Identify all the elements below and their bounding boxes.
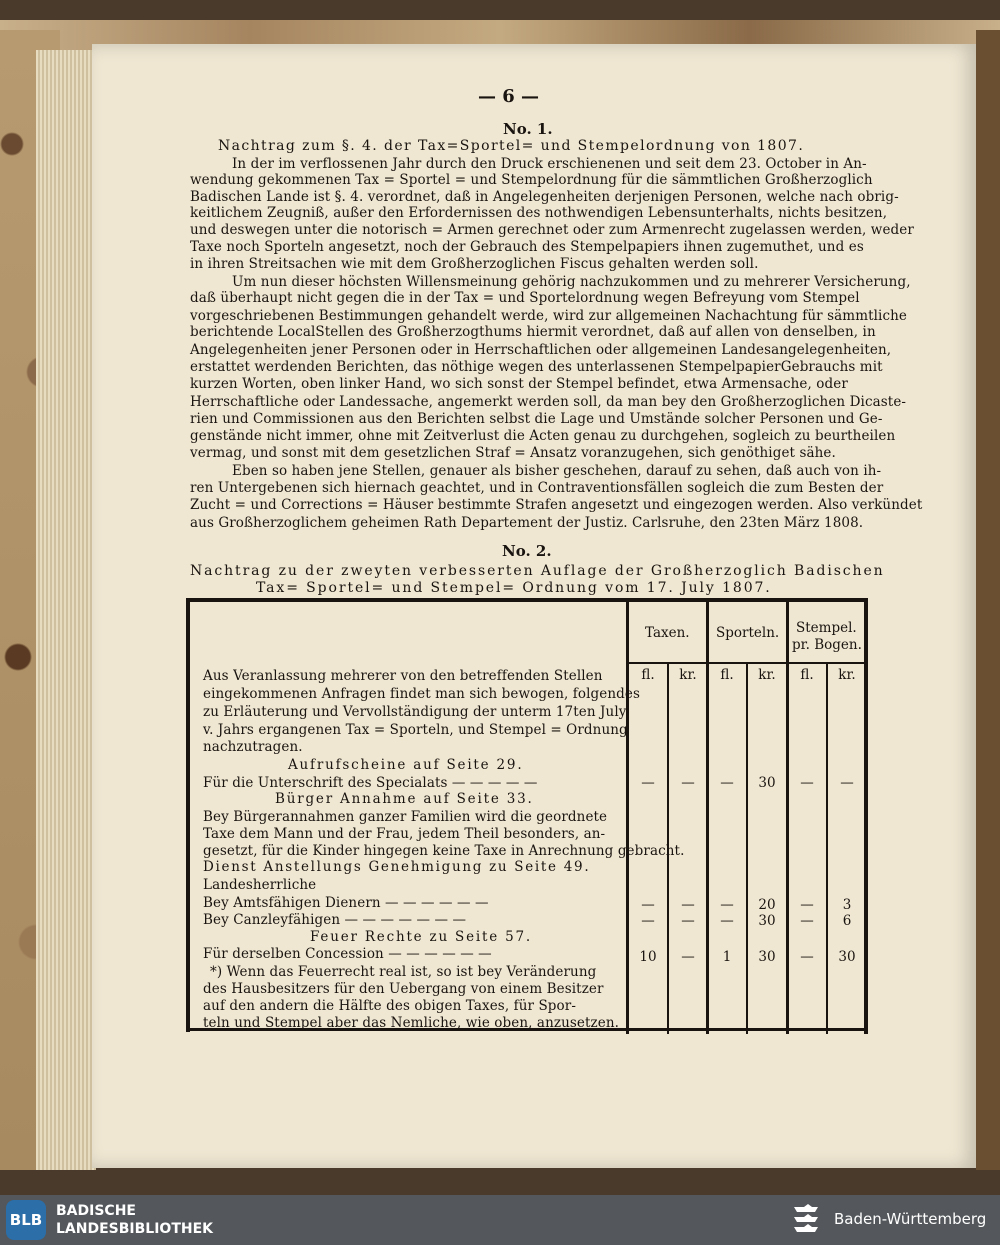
no2-subheading-1: Nachtrag zu der zweyten verbesserten Auflage der Großherzoglich Badischen xyxy=(190,563,885,579)
no1-body-line: aus Großherzoglichem geheimen Rath Departement der Justiz. Carlsruhe, den 23ten März 1808. xyxy=(190,515,864,531)
col-header-stempel: Stempel. xyxy=(796,620,857,636)
table-cell: — xyxy=(720,775,734,791)
table-cell: — xyxy=(800,897,814,913)
table-cell: 3 xyxy=(842,897,852,913)
section-buerger-annahme-heading: Bürger Annahme auf Seite 33. xyxy=(275,791,534,807)
no1-body-line: Badischen Lande ist §. 4. verordnet, daß in Angelegenheiten derjenigen Personen, welche nach obrig- xyxy=(190,189,899,205)
no1-body-line: vermag, und sonst mit dem gesetzlichen Straf = Ansatz voranzugehen, sich genöthiget sähe. xyxy=(190,445,836,461)
no1-body-line: keitlichem Zeugniß, außer den Erfordernissen des nothwendigen Lebensunterhalts, nichts besitzen, xyxy=(190,205,888,221)
no1-body-line: und deswegen unter die notorisch = Armen gerechnet oder zum Armenrecht zugelassen werden, weder xyxy=(190,222,914,238)
page-edges xyxy=(36,50,96,1170)
table-cell: — xyxy=(681,913,695,929)
table-cell: 30 xyxy=(758,913,776,929)
no1-body-line: Eben so haben jene Stellen, genauer als bisher geschehen, darauf zu sehen, daß auch von ih- xyxy=(232,463,882,479)
table-cell: 20 xyxy=(758,897,776,913)
col-header-sporteln: Sporteln. xyxy=(716,625,780,641)
intro-line: zu Erläuterung und Vervollständigung der unterm 17ten July xyxy=(203,704,627,720)
table-top-border xyxy=(186,598,868,602)
no1-body-line: berichtende LocalStellen des Großherzogthums hiermit verordnet, daß auf allen von denselben, in xyxy=(190,324,876,340)
no1-body-line: kurzen Worten, oben linker Hand, wo sich sonst der Stempel befindet, etwa Armensache, oder xyxy=(190,376,848,392)
footnote-line: des Hausbesitzers für den Uebergang von einem Besitzer xyxy=(203,981,604,997)
table-left-border xyxy=(186,598,190,1032)
intro-line: Aus Veranlassung mehrerer von den betreffenden Stellen xyxy=(203,668,603,684)
no1-body-line: wendung gekommenen Tax = Sportel = und Stempelordnung für die sämmtlichen Großherzoglich xyxy=(190,172,873,188)
binding-edge-right xyxy=(976,30,1000,1170)
table-cell: — xyxy=(800,949,814,965)
row-concession-label: Für derselben Concession — — — — — — xyxy=(203,946,492,962)
section-dienst-sub: Landesherrliche xyxy=(203,877,317,893)
footnote-line: *) Wenn das Feuerrecht real ist, so ist bey Veränderung xyxy=(210,964,597,980)
table-unit-divider-2 xyxy=(746,662,748,1034)
footnote-line: auf den andern die Hälfte des obigen Taxes, für Spor- xyxy=(203,998,576,1014)
table-cell: — xyxy=(681,949,695,965)
intro-line: v. Jahrs ergangenen Tax = Sporteln, und Stempel = Ordnung xyxy=(203,722,628,738)
no1-body-line: erstattet werdenden Berichten, das nöthige wegen des unterlassenen StempelpapierGebrauchs mit xyxy=(190,359,883,375)
table-cell: 10 xyxy=(639,949,657,965)
baden-wuerttemberg-lions-icon xyxy=(790,1201,822,1237)
table-cell: 30 xyxy=(758,775,776,791)
no1-body-line: daß überhaupt nicht gegen die in der Tax = und Sportelordnung wegen Befreyung vom Stempel xyxy=(190,290,860,306)
row-specialat-label: Für die Unterschrift des Specialats — — — — — xyxy=(203,775,538,791)
unit-label: fl. xyxy=(800,667,814,683)
table-cell: — xyxy=(641,775,655,791)
footnote-line: teln und Stempel aber das Nemliche, wie oben, anzusetzen. xyxy=(203,1015,620,1031)
table-cell: — xyxy=(681,897,695,913)
no1-body-line: vorgeschriebenen Bestimmungen gehandelt werde, wird zur allgemeinen Nachachtung für sämmtliche xyxy=(190,308,908,324)
row-amtsfaehig-label: Bey Amtsfähigen Dienern — — — — — — xyxy=(203,895,489,911)
unit-label: fl. xyxy=(720,667,734,683)
unit-label: kr. xyxy=(838,667,856,683)
blb-logo[interactable]: BLB xyxy=(6,1200,46,1240)
no2-subheading-2: Tax= Sportel= und Stempel= Ordnung vom 17. July 1807. xyxy=(256,580,772,596)
no1-body-line: Angelegenheiten jener Personen oder in Herrschaftlichen oder allgemeinen Landesangelegenheiten, xyxy=(190,342,892,358)
no1-body-line: in ihren Streitsachen wie mit dem Großherzoglichen Fiscus gehalten werden soll. xyxy=(190,256,759,272)
section-feuerrechte-heading: Feuer Rechte zu Seite 57. xyxy=(310,929,532,945)
unit-label: kr. xyxy=(679,667,697,683)
table-cell: — xyxy=(720,913,734,929)
section-dienst-heading: Dienst Anstellungs Genehmigung zu Seite 49. xyxy=(203,859,591,875)
table-unit-divider-3 xyxy=(826,662,828,1034)
table-cell: 1 xyxy=(722,949,732,965)
table-cell: — xyxy=(641,897,655,913)
buerger-annahme-line: Taxe dem Mann und der Frau, jedem Theil besonders, an- xyxy=(203,826,606,842)
table-cell: 30 xyxy=(838,949,856,965)
no1-body-line: Taxe noch Sporteln angesetzt, noch der Gebrauch des Stempelpapiers ihnen zugemuthet, und es xyxy=(190,239,864,255)
table-cell: 30 xyxy=(758,949,776,965)
intro-line: eingekommenen Anfragen findet man sich bewogen, folgendes xyxy=(203,686,640,702)
table-cell: — xyxy=(720,897,734,913)
col-header-pr-bogen: pr. Bogen. xyxy=(792,637,862,653)
library-name-line1: BADISCHE xyxy=(56,1203,136,1219)
section-aufrufscheine-heading: Aufrufscheine auf Seite 29. xyxy=(288,757,524,773)
no1-body-line: Herrschaftliche oder Landessache, angemerkt werden soll, da man bey den Großherzoglichen Dicaste- xyxy=(190,394,907,410)
unit-label: kr. xyxy=(758,667,776,683)
unit-label: fl. xyxy=(641,667,655,683)
no1-heading: No. 1. xyxy=(503,120,553,138)
col-header-taxen: Taxen. xyxy=(645,625,690,641)
no1-body-line: ren Untergebenen sich hiernach geachtet, und in Contraventionsfällen sogleich die zum Besten der xyxy=(190,480,884,496)
table-cell: — xyxy=(840,775,854,791)
state-name: Baden-Württemberg xyxy=(834,1210,987,1228)
no1-body-line: Um nun dieser höchsten Willensmeinung gehörig nachzukommen und zu mehrerer Versicherung, xyxy=(232,274,911,290)
no1-subheading: Nachtrag zum §. 4. der Tax=Sportel= und Stempelordnung von 1807. xyxy=(218,138,805,154)
no2-heading: No. 2. xyxy=(502,542,552,560)
row-canzleyfaehig-label: Bey Canzleyfähigen — — — — — — — xyxy=(203,912,467,928)
table-cell: — xyxy=(681,775,695,791)
library-name-line2: LANDESBIBLIOTHEK xyxy=(56,1221,214,1237)
page-number: — 6 — xyxy=(478,86,540,107)
intro-line: nachzutragen. xyxy=(203,739,303,755)
table-cell: 6 xyxy=(842,913,852,929)
buerger-annahme-line: gesetzt, für die Kinder hingegen keine Taxe in Anrechnung gebracht. xyxy=(203,843,685,859)
no1-body-line: rien und Commissionen aus den Berichten selbst die Lage und Umstände solcher Personen und Ge- xyxy=(190,411,883,427)
no1-body-line: genstände nicht immer, ohne mit Zeitverlust die Acten genau zu durchgehen, sogleich zu beurtheilen xyxy=(190,428,896,444)
no1-body-line: Zucht = und Corrections = Häuser bestimmte Strafen angesetzt und eingezogen werden. Also verkündet xyxy=(190,497,923,513)
no1-body-line: In der im verflossenen Jahr durch den Druck erschienenen und seit dem 23. October in An- xyxy=(232,156,867,172)
table-cell: — xyxy=(800,775,814,791)
table-cell: — xyxy=(641,913,655,929)
table-cell: — xyxy=(800,913,814,929)
buerger-annahme-line: Bey Bürgerannahmen ganzer Familien wird die geordnete xyxy=(203,809,608,825)
